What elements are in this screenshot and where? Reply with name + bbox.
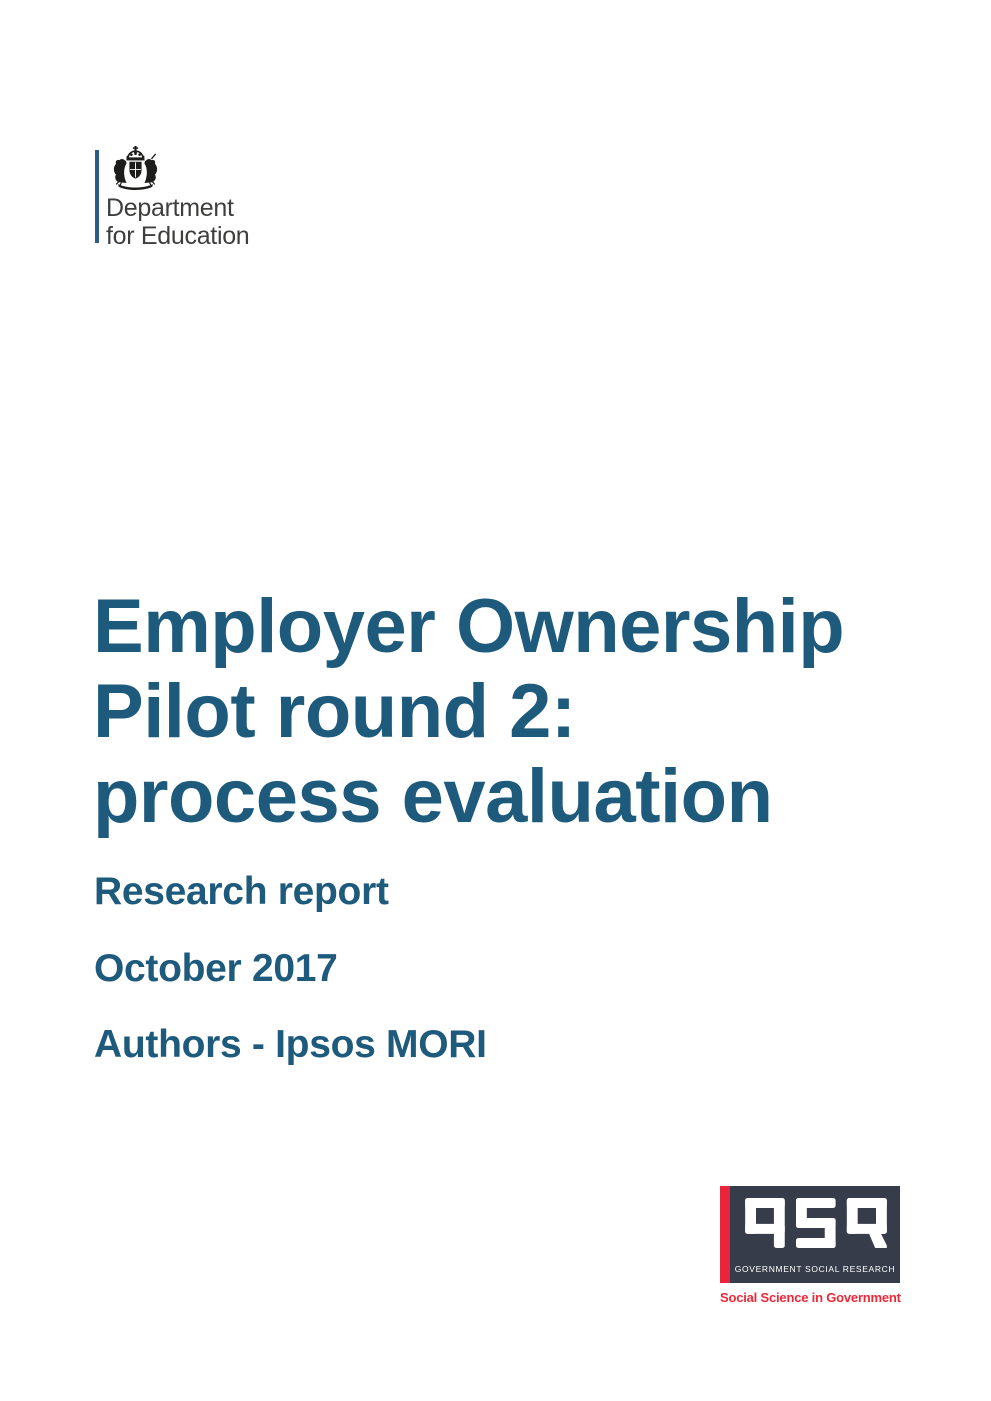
report-title-line1: Employer Ownership (93, 584, 845, 669)
report-title-line2: Pilot round 2: (93, 669, 576, 754)
dfe-logo-blue-bar (95, 150, 99, 243)
dfe-name-line1: Department (106, 194, 234, 222)
gsr-red-stripe (720, 1186, 730, 1283)
gsr-letters-icon (745, 1198, 887, 1248)
report-authors: Authors - Ipsos MORI (94, 1023, 487, 1066)
gsr-logo-box (720, 1186, 900, 1283)
report-title (93, 584, 844, 839)
report-type-label: Research report (94, 870, 389, 913)
royal-coat-of-arms-icon (107, 146, 164, 191)
report-date: October 2017 (94, 947, 338, 990)
dfe-name-line2: for Education (106, 222, 250, 250)
gsr-logo (720, 1186, 900, 1305)
dfe-logo (95, 145, 325, 255)
gsr-caption: GOVERNMENT SOCIAL RESEARCH (734, 1264, 896, 1274)
dfe-logo-text (106, 194, 249, 250)
gsr-tagline: Social Science in Government (720, 1290, 901, 1305)
report-title-line3: process evaluation (93, 754, 773, 839)
